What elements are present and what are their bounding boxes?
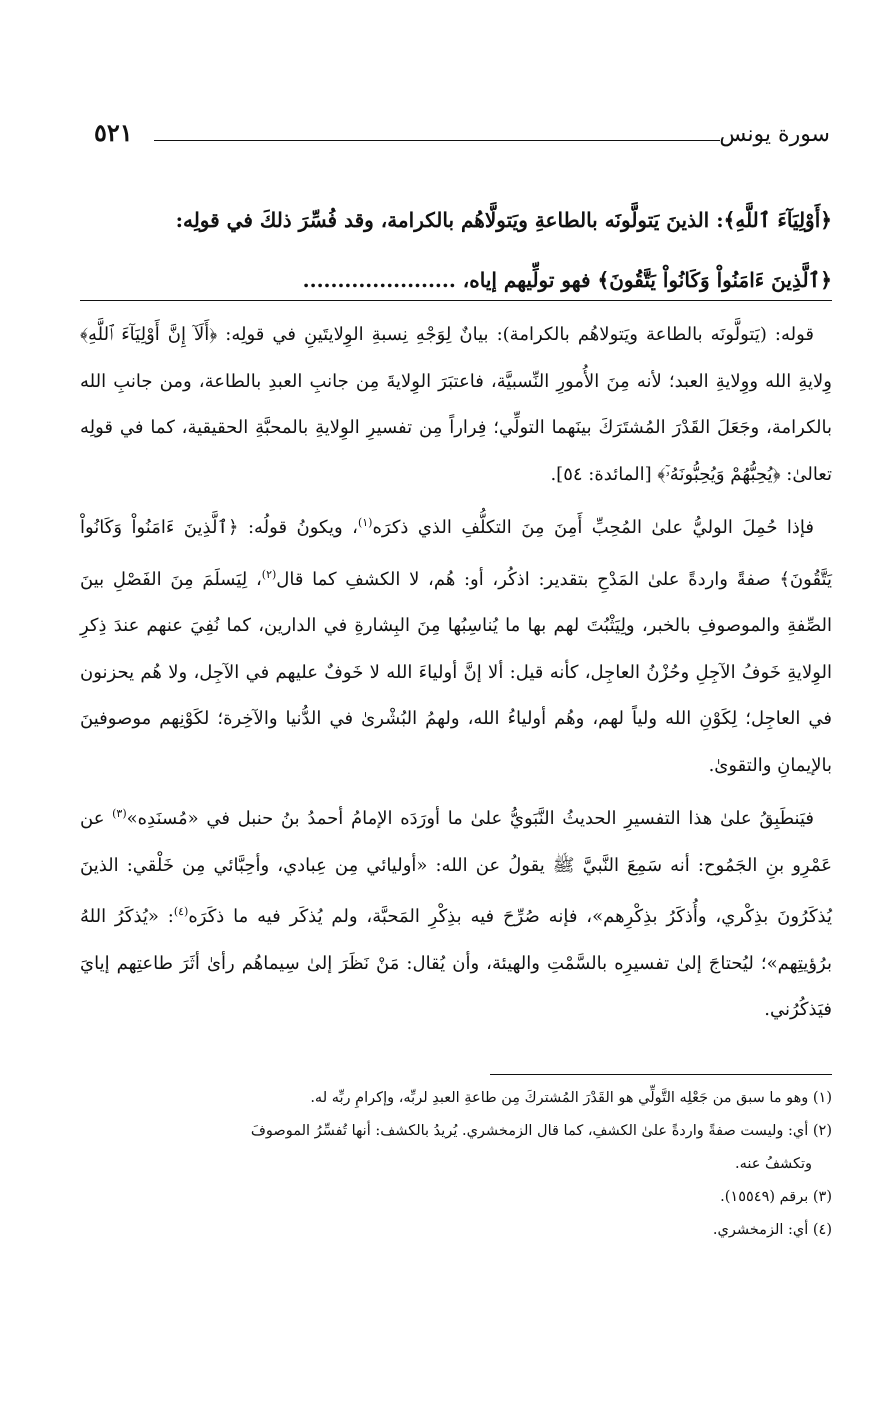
main-text (80, 190, 832, 310)
commentary-paragraph-3 (80, 791, 832, 1034)
footnote-ref-2[interactable]: (٢) (261, 567, 277, 581)
main-text-line-2: ﴿ٱلَّذِينَ ءَامَنُواْ وَكَانُواْ يَتَّقُونَ﴾ فهو تولِّيهم إياه، ...................... (302, 268, 832, 292)
footnote-1: (١) وهو ما سبق من جَعْلِه التَّولِّي هو القَدْرَ المُشتركَ مِن طاعةِ العبدِ لربِّه، وإكرامِ ربِّه له. (310, 1090, 832, 1106)
main-text-line-1: ﴿أَوْلِيَآءَ ٱللَّهِ﴾: الذينَ يَتولَّونَه بالطاعةِ ويَتولَّاهُم بالكرامة، وقد فُسِّرَ ذلكَ في قولِه: (175, 208, 832, 232)
main-text-rule (80, 300, 832, 301)
commentary-text: فإذا حُمِلَ الوليُّ علىٰ المُحِبِّ أَمِنَ مِنَ التكلُّفِ الذي ذكرَه (372, 517, 814, 538)
commentary-text: ، ويكونُ قولُه: ﴿ٱلَّذِينَ ءَامَنُواْ وَكَانُواْ يَتَّقُونَ﴾ صفةً واردةً علىٰ المَدْحِ بتقدير: اذكُر، أو: هُم، لا الكشفِ كما قال (80, 517, 832, 590)
page-number: ٥٢١ (94, 118, 133, 147)
footnote-4: (٤) أي: الزمخشري. (712, 1222, 832, 1238)
commentary-text: ، لِيَسلَمَ مِنَ الفَصْلِ بينَ الصِّفةِ والموصوفِ بالخبر، ولِيَثْبُتَ لهم بها ما يُناسِبُها مِنَ البِشارةِ في الدارين، كما نُفِيَ عنهم عندَ ذِكرِ الوِلايةِ خَوفُ الآجِلِ وحُزْنُ العاجِل، كأنه قيل: ألا إنَّ أولياءَ الله لا خَوفٌ عليهم في الآجِل، ولا هُم يحزنون في العاجِل؛ لِكَوْنِ الله ولياً لهم، وهُم أولياءُ الله، ولهمُ البُشْرىٰ في الدُّنيا والآخِرة؛ لكَوْنِهم موصوفينَ بالإيمانِ والتقوىٰ. (80, 568, 832, 776)
commentary (80, 312, 832, 1034)
footnote-ref-4[interactable]: (٤) (173, 905, 189, 918)
commentary-text: عن عَمْرِو بنِ الجَمُوح: أنه سَمِعَ النَّبيَّ ﷺ يقولُ عن الله: «أوليائي مِن عِبادي، وأحِبَّائي مِن خَلْقي: الذينَ يُذكَرُونَ بذِكْري، وأُذكَرُ بذِكْرِهم»، فإنه صُرِّحَ فيه بذِكْرِ المَحبَّة، ولم يُذكَر فيه ما ذكَرَه (80, 808, 832, 927)
running-title: سورة يونس (719, 122, 830, 147)
footnote-2-continuation: وتكشفُ عنه. (734, 1156, 812, 1172)
footnote-separator (490, 1074, 832, 1075)
footnote-ref-3[interactable]: (٣) (112, 807, 127, 820)
commentary-text: فيَنطَبِقُ علىٰ هذا التفسيرِ الحديثُ النَّبَويُّ علىٰ ما أورَدَه الإمامُ أحمدُ بنُ حنبل في «مُسنَدِه» (126, 808, 814, 829)
footnotes (80, 1082, 832, 1247)
footnote-2: (٢) أي: وليست صفةً واردةً علىٰ الكشفِ، كما قال الزمخشري. يُريدُ بالكشف: أنها تُفسِّرُ الموصوفَ (250, 1123, 832, 1139)
commentary-paragraph-2 (80, 500, 832, 789)
header-rule (154, 140, 720, 141)
footnote-3: (٣) برقم (١٥٥٤٩). (720, 1189, 832, 1205)
commentary-paragraph-1: قوله: (يَتولَّونَه بالطاعة ويَتولاهُم بالكرامة): بيانٌ لِوَجْهِ نِسبةِ الوِلايتَينِ في قولِه: ﴿أَلَآ إِنَّ أَوْلِيَآءَ ٱللَّهِ﴾ وِلايةِ الله ووِلايةِ العبد؛ لأنه مِنَ الأُمورِ النِّسبيَّة، فاعتبَرَ الوِلايةَ مِن جانبِ العبدِ بالطاعة، ومن جانبِ الله بالكرامة، وجَعَلَ القَدْرَ المُشتَرَكَ بينَهما التولِّي؛ فِراراً مِن تفسيرِ الوِلايةِ بالمحبَّةِ الحقيقية، كما في قولِه تعالىٰ: ﴿يُحِبُّهُمْ وَيُحِبُّونَهُۥٓ﴾ [المائدة: ٥٤]. (80, 324, 832, 485)
commentary-text: : «يُذكَرُ اللهُ برُؤيتِهم»؛ ليُحتاجَ إلىٰ تفسيرِه بالسَّمْتِ والهيئة، وأن يُقال: مَنْ نَظَرَ إلىٰ سِيماهُم رأىٰ أثَرَ طاعتِهم إيايَ فيَذكُرُني. (80, 906, 832, 1020)
footnote-ref-1[interactable]: (١) (357, 516, 373, 529)
page-header (88, 118, 830, 162)
